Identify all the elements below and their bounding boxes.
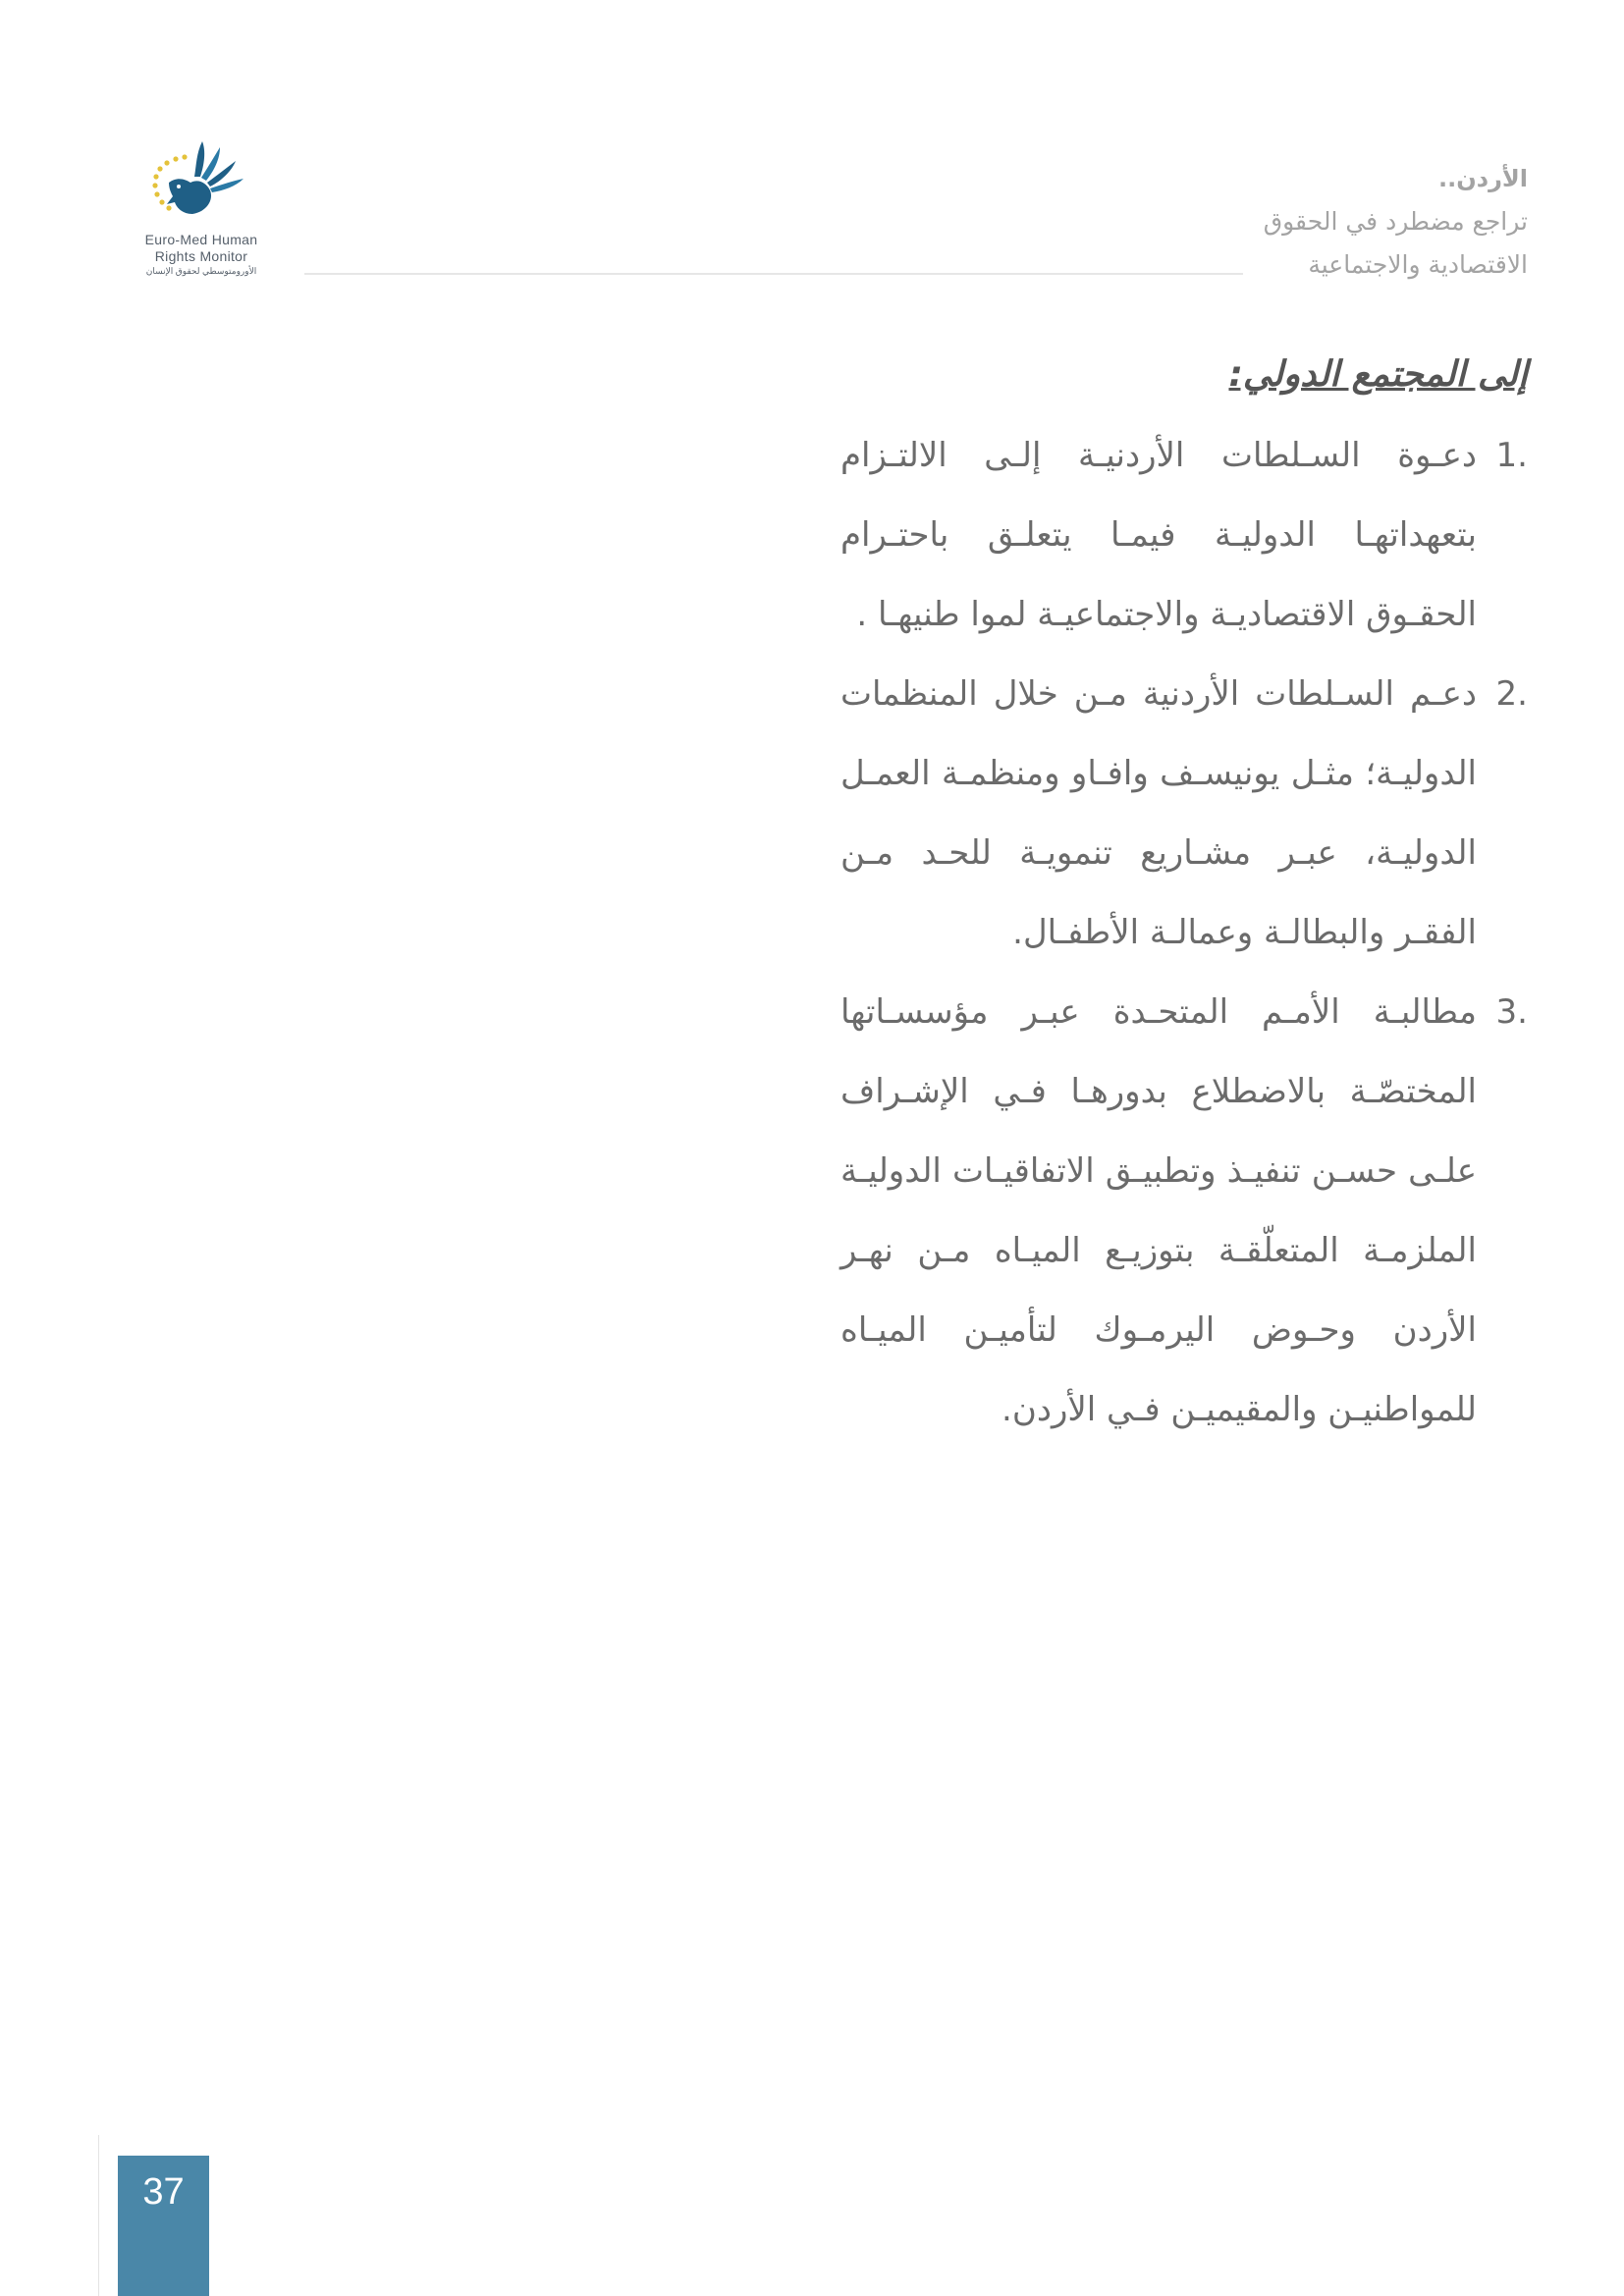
list-item-text: دعـم السـلطات الأردنية مـن خلال المنظمات الدوليـة؛ مثـل يونيسـف وافـاو ومنظمـة العمـل الدوليـة، عبـر مشـاريع تنمويـة للحـد مـن الفقـر والبطالـة وعمالـة الأطفـال. — [840, 674, 1477, 952]
list-item-number: 2. — [1495, 674, 1528, 714]
list-item — [840, 416, 1528, 655]
list-item-text: مطالبـة الأمـم المتحـدة عبـر مؤسسـاتها المختصّـة بالاضطلاع بدورهـا فـي الإشـراف علـى حسـن تنفيـذ وتطبيـق الاتفاقيـات الدوليـة الملزمـة المتعلّقـة بتوزيـع الميـاه مـن نهـر الأردن وحـوض اليرمـوك لتأميـن الميـاه للمواطنيـن والمقيميـن فـي الأردن. — [840, 992, 1477, 1429]
logo-wordmark — [135, 232, 267, 277]
running-header — [1174, 157, 1528, 287]
header-country: الأردن.. — [1438, 165, 1528, 192]
list-item — [840, 655, 1528, 973]
header-title-line1: تراجع مضطرد في الحقوق — [1263, 207, 1528, 236]
euromed-logo — [135, 133, 273, 281]
list-item-number: 1. — [1495, 436, 1528, 475]
recommendations-list — [840, 416, 1528, 1450]
dove-hand-icon — [145, 133, 258, 228]
header-title-line2: الاقتصادية والاجتماعية — [1308, 250, 1528, 279]
logo-line1: Euro-Med Human — [144, 232, 258, 247]
page-number-tab — [118, 2156, 209, 2296]
page-number: 37 — [142, 2171, 185, 2213]
logo-line2: Rights Monitor — [154, 248, 248, 264]
list-item-text: دعـوة السـلطات الأردنيـة إلـى الالتـزام بتعهداتهـا الدوليـة فيمـا يتعلـق باحتـرام الحقـوق الاقتصاديـة والاجتماعيـة لموا طنيهـا . — [840, 436, 1477, 634]
section-heading: إلى المجتمع الدولي: — [1228, 354, 1528, 395]
logo-line3: الأورومتوسطي لحقوق الإنسان — [145, 266, 257, 276]
list-item — [840, 973, 1528, 1450]
footer-margin-rule — [98, 2135, 99, 2296]
list-item-number: 3. — [1495, 992, 1528, 1032]
recommendations-section — [840, 344, 1528, 1450]
header-divider — [304, 273, 1243, 275]
